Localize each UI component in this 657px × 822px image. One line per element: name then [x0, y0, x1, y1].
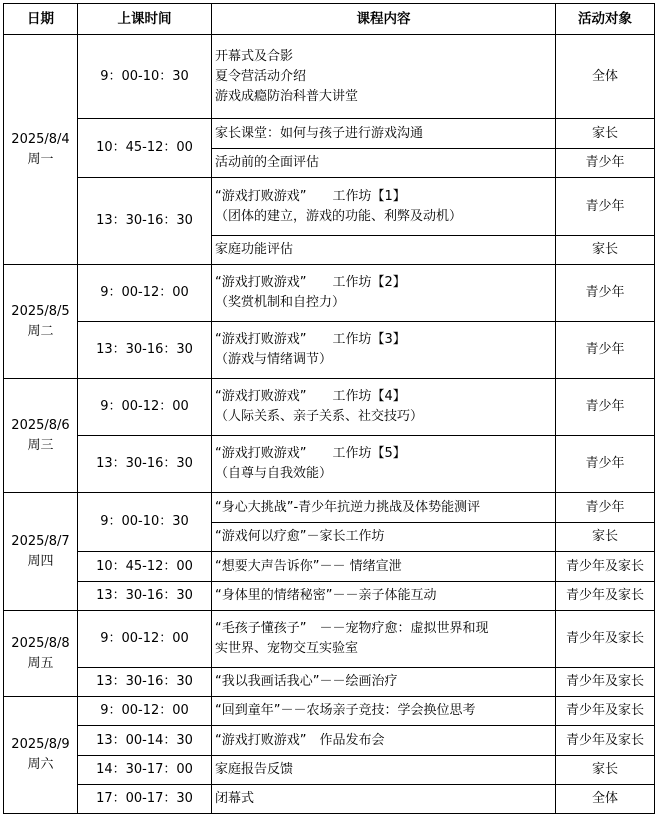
schedule-table [3, 3, 655, 814]
schedule-body [4, 35, 655, 814]
date-cell [4, 493, 78, 611]
weekday-text: 周三 [27, 437, 54, 453]
content-line: （奖赏机制和自控力） [215, 295, 346, 310]
content-line: 家长课堂：如何与孩子进行游戏沟通 [215, 125, 424, 141]
content-cell [212, 493, 556, 523]
content-line: 夏令营活动介绍 [215, 68, 307, 84]
date-text: 2025/8/8 [11, 635, 70, 651]
audience-cell: 家长 [556, 119, 655, 149]
content-line: “我以我画话我心”－－绘画治疗 [215, 674, 398, 689]
content-line: “游戏打败游戏” 工作坊【1】 [215, 188, 406, 204]
weekday-text: 周一 [27, 151, 54, 167]
weekday-text: 周五 [27, 655, 54, 671]
time-cell: 13：30-16：30 [78, 668, 212, 697]
content-line: “游戏打败游戏” 工作坊【5】 [215, 446, 406, 461]
content-cell [212, 178, 556, 236]
time-cell: 9：00-10：30 [78, 493, 212, 552]
table-row [4, 493, 655, 523]
date-cell [4, 35, 78, 265]
content-cell [212, 436, 556, 493]
date-text: 2025/8/6 [11, 417, 70, 433]
header-date: 日期 [4, 4, 78, 35]
table-row [4, 582, 655, 611]
audience-cell: 青少年及家长 [556, 697, 655, 726]
table-row [4, 785, 655, 814]
content-line: “游戏打败游戏” 作品发布会 [215, 732, 385, 748]
time-cell: 14：30-17：00 [78, 756, 212, 785]
table-row [4, 119, 655, 149]
content-cell [212, 265, 556, 322]
header-audience: 活动对象 [556, 4, 655, 35]
header-row [4, 4, 655, 35]
audience-cell: 青少年 [556, 493, 655, 523]
date-text: 2025/8/5 [11, 303, 70, 319]
audience-cell: 青少年 [556, 178, 655, 236]
content-cell [212, 756, 556, 785]
time-cell: 9：00-12：00 [78, 265, 212, 322]
time-cell: 13：30-16：30 [78, 178, 212, 265]
weekday-text: 周二 [27, 323, 54, 339]
content-line: “游戏何以疗愈”－家长工作坊 [215, 529, 385, 544]
audience-cell: 青少年 [556, 149, 655, 178]
content-cell [212, 379, 556, 436]
content-line: 开幕式及合影 [215, 48, 294, 64]
content-line: （人际关系、亲子关系、社交技巧） [215, 409, 424, 424]
content-cell [212, 119, 556, 149]
content-cell [212, 322, 556, 379]
content-cell [212, 582, 556, 611]
header-time: 上课时间 [78, 4, 212, 35]
date-text: 2025/8/9 [11, 737, 70, 752]
content-line: “身心大挑战”-青少年抗逆力挑战及体势能测评 [215, 499, 481, 515]
table-row [4, 697, 655, 726]
audience-cell: 青少年及家长 [556, 726, 655, 756]
content-line: “毛孩子懂孩子” －－宠物疗愈：虚拟世界和现 [215, 621, 489, 636]
table-row [4, 668, 655, 697]
audience-cell: 家长 [556, 236, 655, 265]
content-line: “回到童年”－－农场亲子竞技：学会换位思考 [215, 703, 476, 718]
content-line: 家庭报告反馈 [215, 762, 294, 777]
content-line: “游戏打败游戏” 工作坊【4】 [215, 389, 406, 404]
time-cell: 13：30-16：30 [78, 436, 212, 493]
content-cell [212, 611, 556, 668]
table-row [4, 379, 655, 436]
date-cell [4, 379, 78, 493]
weekday-text: 周六 [27, 757, 54, 772]
content-line: 实世界、宠物交互实验室 [215, 641, 359, 656]
audience-cell: 全体 [556, 785, 655, 814]
date-cell [4, 611, 78, 697]
content-cell [212, 523, 556, 552]
time-cell: 17：00-17：30 [78, 785, 212, 814]
time-cell: 9：00-12：00 [78, 697, 212, 726]
content-line: “游戏打败游戏” 工作坊【3】 [215, 332, 406, 347]
content-line: 闭幕式 [215, 791, 255, 806]
content-cell [212, 785, 556, 814]
content-line: 游戏成瘾防治科普大讲堂 [215, 88, 359, 104]
audience-cell: 青少年及家长 [556, 668, 655, 697]
table-row [4, 726, 655, 756]
audience-cell: 青少年 [556, 265, 655, 322]
date-cell [4, 265, 78, 379]
content-cell [212, 697, 556, 726]
table-row [4, 436, 655, 493]
audience-cell: 青少年 [556, 379, 655, 436]
time-cell: 10：45-12：00 [78, 552, 212, 582]
time-cell: 9：00-12：00 [78, 379, 212, 436]
table-row [4, 756, 655, 785]
content-line: 家庭功能评估 [215, 242, 294, 257]
time-cell: 9：00-12：00 [78, 611, 212, 668]
content-line: “身体里的情绪秘密”－－亲子体能互动 [215, 588, 437, 603]
date-text: 2025/8/4 [11, 131, 70, 147]
audience-cell: 全体 [556, 35, 655, 119]
table-row [4, 552, 655, 582]
content-line: “游戏打败游戏” 工作坊【2】 [215, 275, 406, 290]
time-cell: 13：30-16：30 [78, 582, 212, 611]
table-row [4, 35, 655, 119]
audience-cell: 青少年 [556, 322, 655, 379]
content-line: （自尊与自我效能） [215, 466, 333, 481]
date-cell [4, 697, 78, 814]
content-line: （游戏与情绪调节） [215, 352, 333, 367]
time-cell: 10：45-12：00 [78, 119, 212, 178]
content-cell [212, 236, 556, 265]
content-line: （团体的建立，游戏的功能、利弊及动机） [215, 208, 463, 224]
time-cell: 13：00-14：30 [78, 726, 212, 756]
content-line: “想要大声告诉你”－－ 情绪宣泄 [215, 558, 402, 574]
audience-cell: 青少年 [556, 436, 655, 493]
time-cell: 13：30-16：30 [78, 322, 212, 379]
weekday-text: 周四 [27, 553, 54, 569]
table-row [4, 611, 655, 668]
time-cell: 9：00-10：30 [78, 35, 212, 119]
content-cell [212, 149, 556, 178]
table-row [4, 265, 655, 322]
content-line: 活动前的全面评估 [215, 155, 320, 170]
header-content: 课程内容 [212, 4, 556, 35]
audience-cell: 青少年及家长 [556, 582, 655, 611]
content-cell [212, 668, 556, 697]
content-cell [212, 35, 556, 119]
date-text: 2025/8/7 [11, 533, 70, 549]
audience-cell: 家长 [556, 756, 655, 785]
table-row [4, 178, 655, 236]
audience-cell: 青少年及家长 [556, 611, 655, 668]
audience-cell: 家长 [556, 523, 655, 552]
table-row [4, 322, 655, 379]
audience-cell: 青少年及家长 [556, 552, 655, 582]
content-cell [212, 726, 556, 756]
content-cell [212, 552, 556, 582]
